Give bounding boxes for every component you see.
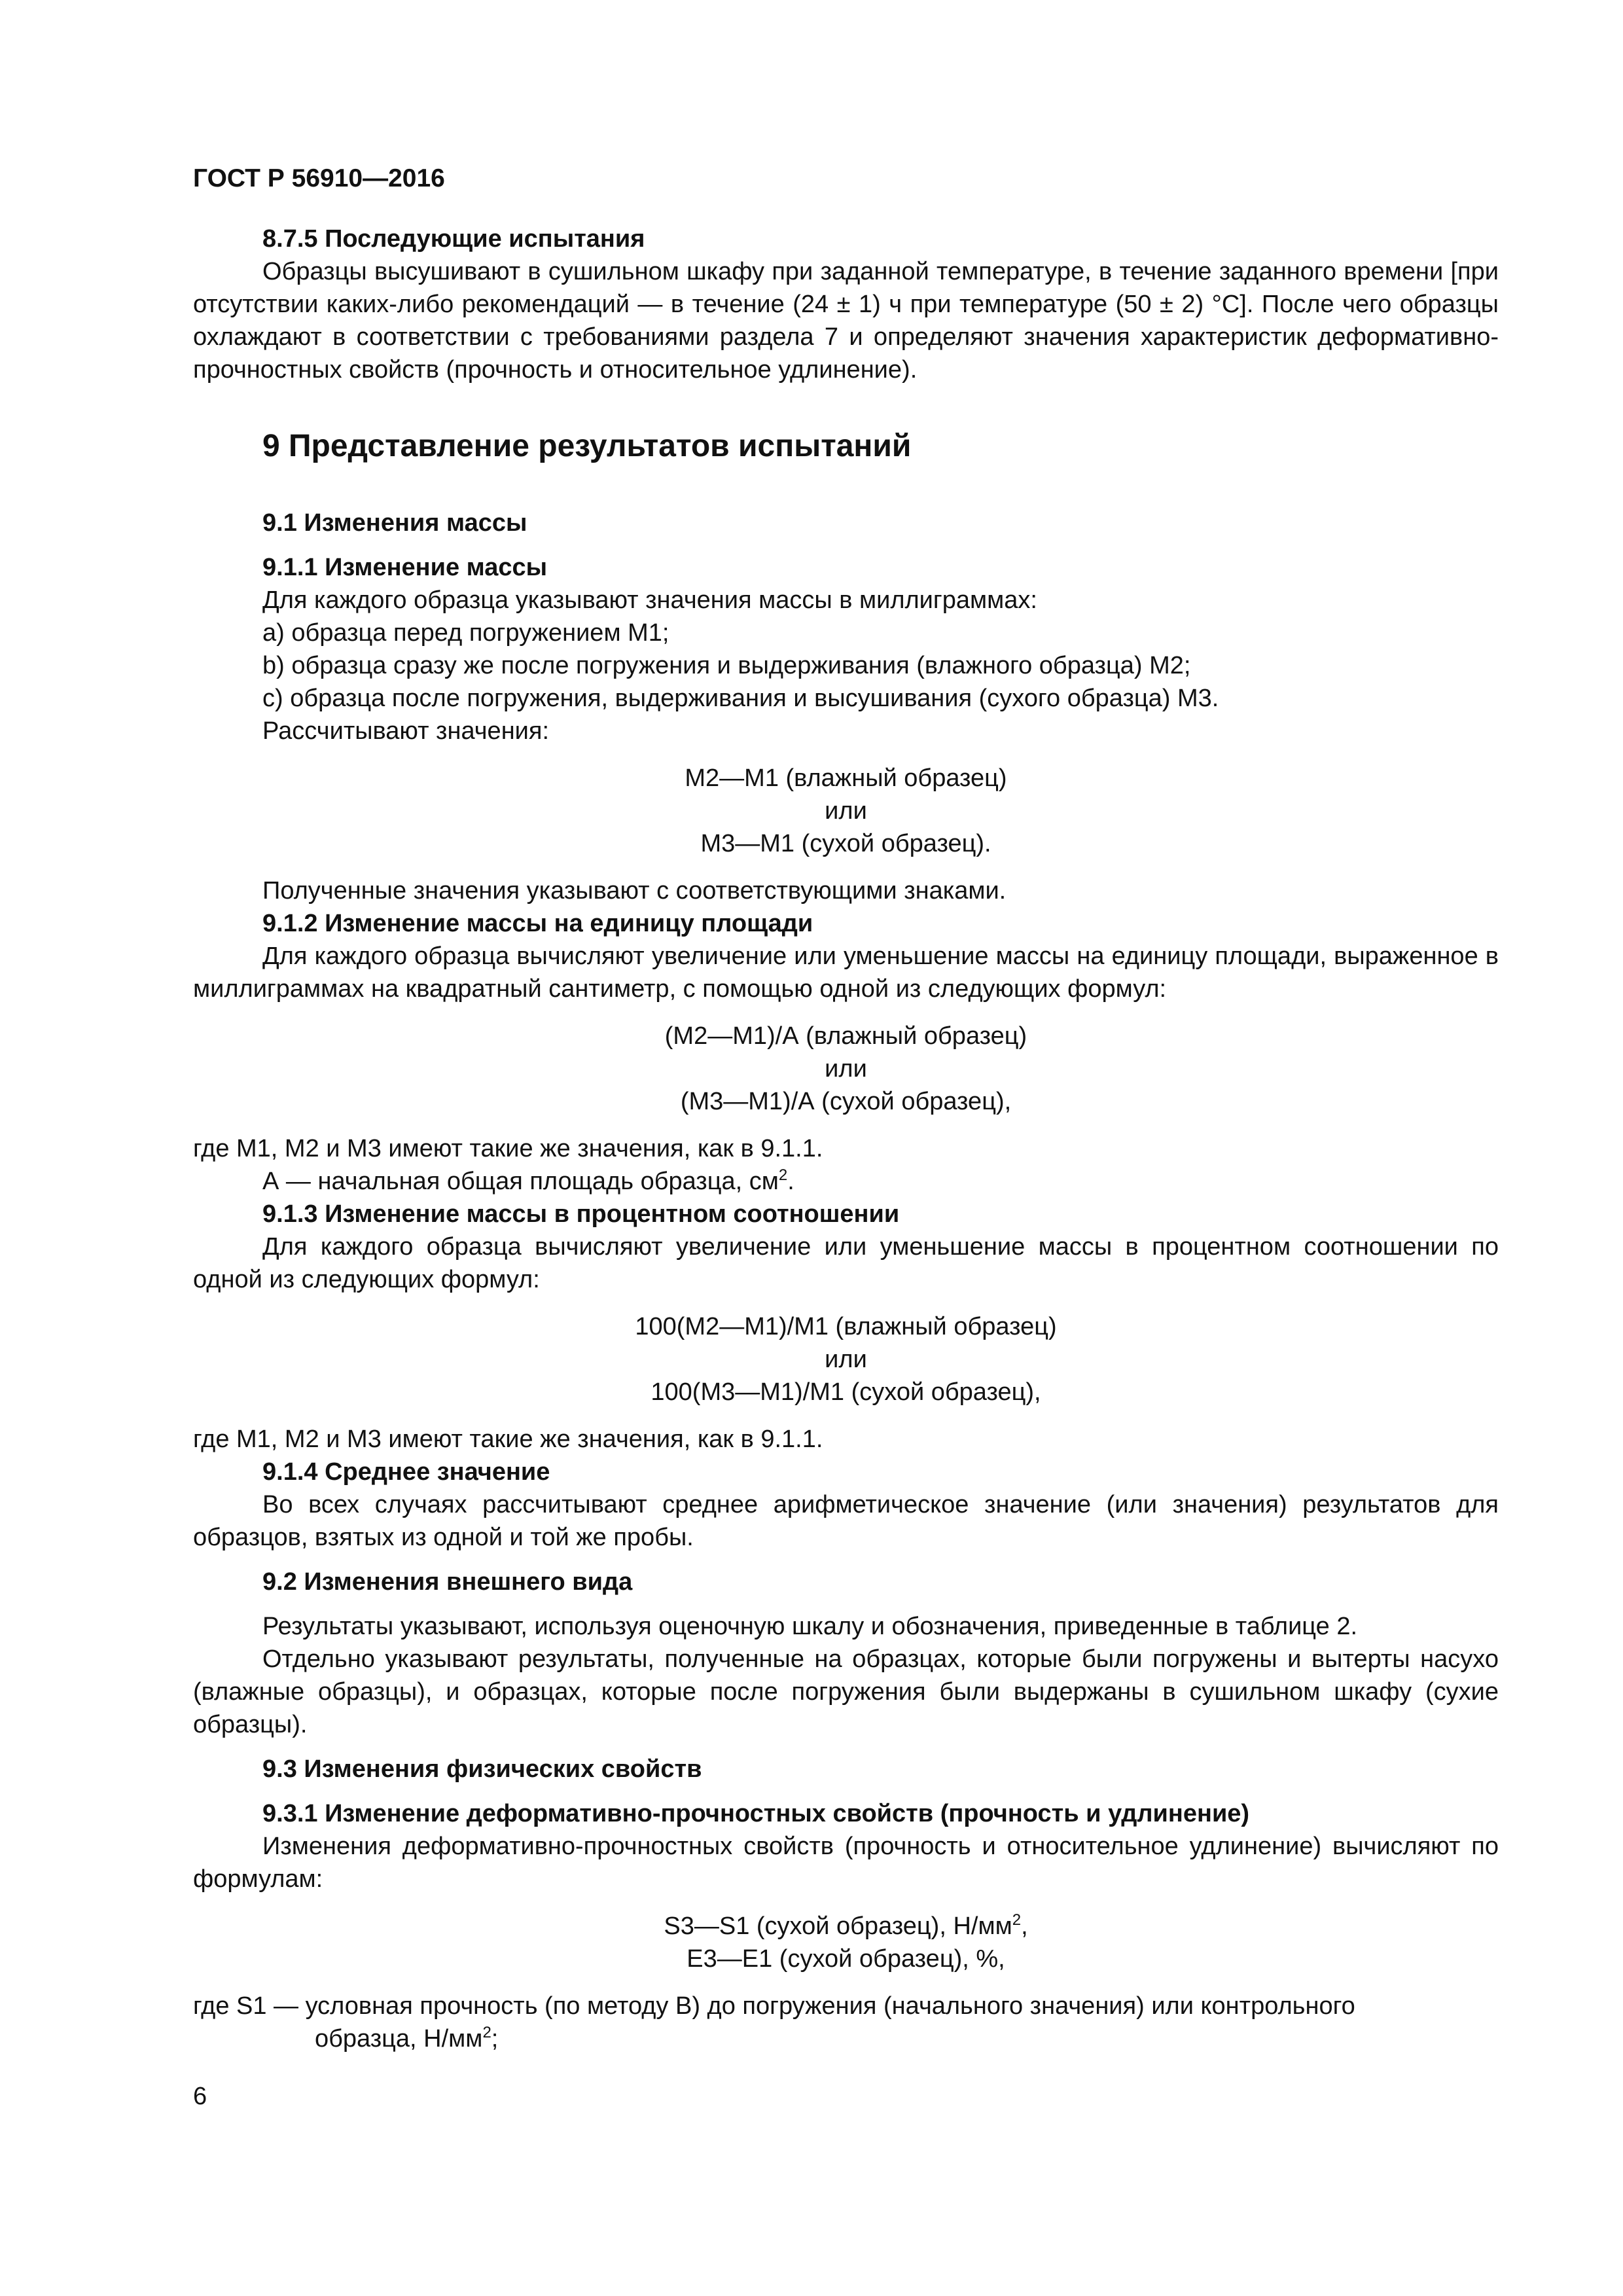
paragraph-9-2-1: Результаты указывают, используя оценочную шкалу и обозначения, приведенные в таблице 2.	[262, 1613, 1358, 1640]
heading-9-3-1: 9.3.1 Изменение деформативно-прочностных свойств (прочность и удлинение)	[262, 1800, 1250, 1827]
heading-9-1-3: 9.1.3 Изменение массы в процентном соотношении	[262, 1200, 900, 1228]
heading-9-1-4: 9.1.4 Среднее значение	[262, 1458, 550, 1486]
page-number: 6	[193, 2083, 207, 2110]
formula: (М2—М1)/А (влажный образец)	[664, 1022, 1027, 1050]
paragraph-9-1-1-after: Полученные значения указывают с соответствующими знаками.	[262, 877, 1007, 905]
where-clause: где М1, М2 и М3 имеют такие же значения, как в 9.1.1.	[193, 1426, 823, 1453]
paragraph-9-1-1-intro: Для каждого образца указывают значения массы в миллиграммах:	[262, 586, 1037, 614]
formula: (М3—М1)/А (сухой образец),	[680, 1088, 1012, 1115]
formula: М2—М1 (влажный образец)	[685, 764, 1007, 792]
where-clause: где S1 — условная прочность (по методу В) до погружения (начального значения) или контрольного	[193, 1992, 1355, 2020]
formula-or: или	[825, 797, 867, 825]
paragraph-9-1-1-calc: Рассчитывают значения:	[262, 717, 550, 745]
formula: S3—S1 (сухой образец), $Н/мм^2$,	[664, 1911, 1028, 1940]
formula: 100(М3—М1)/М1 (сухой образец),	[651, 1378, 1041, 1406]
where-definition: А — начальная общая площадь образца, $см^2$.	[262, 1166, 794, 1195]
section-9-heading: 9 Представление результатов испытаний	[262, 429, 912, 463]
paragraph-9-1-3: Для каждого образца вычисляют увеличение или уменьшение массы в процентном соотношении по одной из следующих формул:	[193, 1233, 1499, 1293]
list-item: с) образца после погружения, выдерживания и высушивания (сухого образца) М3.	[262, 685, 1219, 712]
formula-block-9-3-1	[193, 1910, 1499, 1975]
heading-9-1-2: 9.1.2 Изменение массы на единицу площади	[262, 910, 813, 937]
paragraph-8-7-5: Образцы высушивают в сушильном шкафу при заданной температуре, в течение заданного времени [при отсутствии каких-либо рекомендаций — в течение (24 ± 1) ч при температуре (50 ± 2) °С]. После чего образцы охлаждают в соответствии с требованиями раздела 7 и определяют значения характеристик деформативно-прочностных свойств (прочность и относительное удлинение).	[193, 258, 1499, 384]
heading-8-7-5: 8.7.5 Последующие испытания	[262, 225, 645, 253]
paragraph-9-3-1: Изменения деформативно-прочностных свойств (прочность и относительное удлинение) вычисляют по формулам:	[193, 1833, 1499, 1893]
formula: 100(М2—М1)/М1 (влажный образец)	[635, 1313, 1057, 1340]
document-code: ГОСТ Р 56910—2016	[193, 164, 445, 192]
formula-block-9-1-3	[193, 1310, 1499, 1408]
where-clause-continuation: образца, $Н/мм^2$;	[315, 2024, 499, 2053]
formula-block-9-1-1	[193, 762, 1499, 860]
heading-9-3: 9.3 Изменения физических свойств	[262, 1755, 702, 1783]
formula-or: или	[825, 1346, 867, 1373]
heading-9-1-1: 9.1.1 Изменение массы	[262, 554, 548, 581]
paragraph-9-1-4: Во всех случаях рассчитывают среднее арифметическое значение (или значения) результатов для образцов, взятых из одной и той же пробы.	[193, 1491, 1499, 1551]
heading-9-2: 9.2 Изменения внешнего вида	[262, 1568, 633, 1596]
page-content	[193, 223, 1499, 2055]
list-item: b) образца сразу же после погружения и выдерживания (влажного образца) М2;	[262, 652, 1191, 679]
paragraph-9-1-2: Для каждого образца вычисляют увеличение или уменьшение массы на единицу площади, выраженное в миллиграммах на квадратный сантиметр, с помощью одной из следующих формул:	[193, 942, 1499, 1003]
heading-9-1: 9.1 Изменения массы	[262, 509, 527, 537]
paragraph-9-2-2: Отдельно указывают результаты, полученные на образцах, которые были погружены и вытерты насухо (влажные образцы), и образцах, которые после погружения были выдержаны в сушильном шкафу (сухие образцы).	[193, 1645, 1499, 1738]
formula: М3—М1 (сухой образец).	[700, 830, 991, 857]
formula-block-9-1-2	[193, 1020, 1499, 1118]
where-clause: где М1, М2 и М3 имеют такие же значения, как в 9.1.1.	[193, 1135, 823, 1162]
formula-or: или	[825, 1055, 867, 1083]
list-item: а) образца перед погружением М1;	[262, 619, 669, 647]
formula: E3—E1 (сухой образец), %,	[687, 1945, 1005, 1973]
